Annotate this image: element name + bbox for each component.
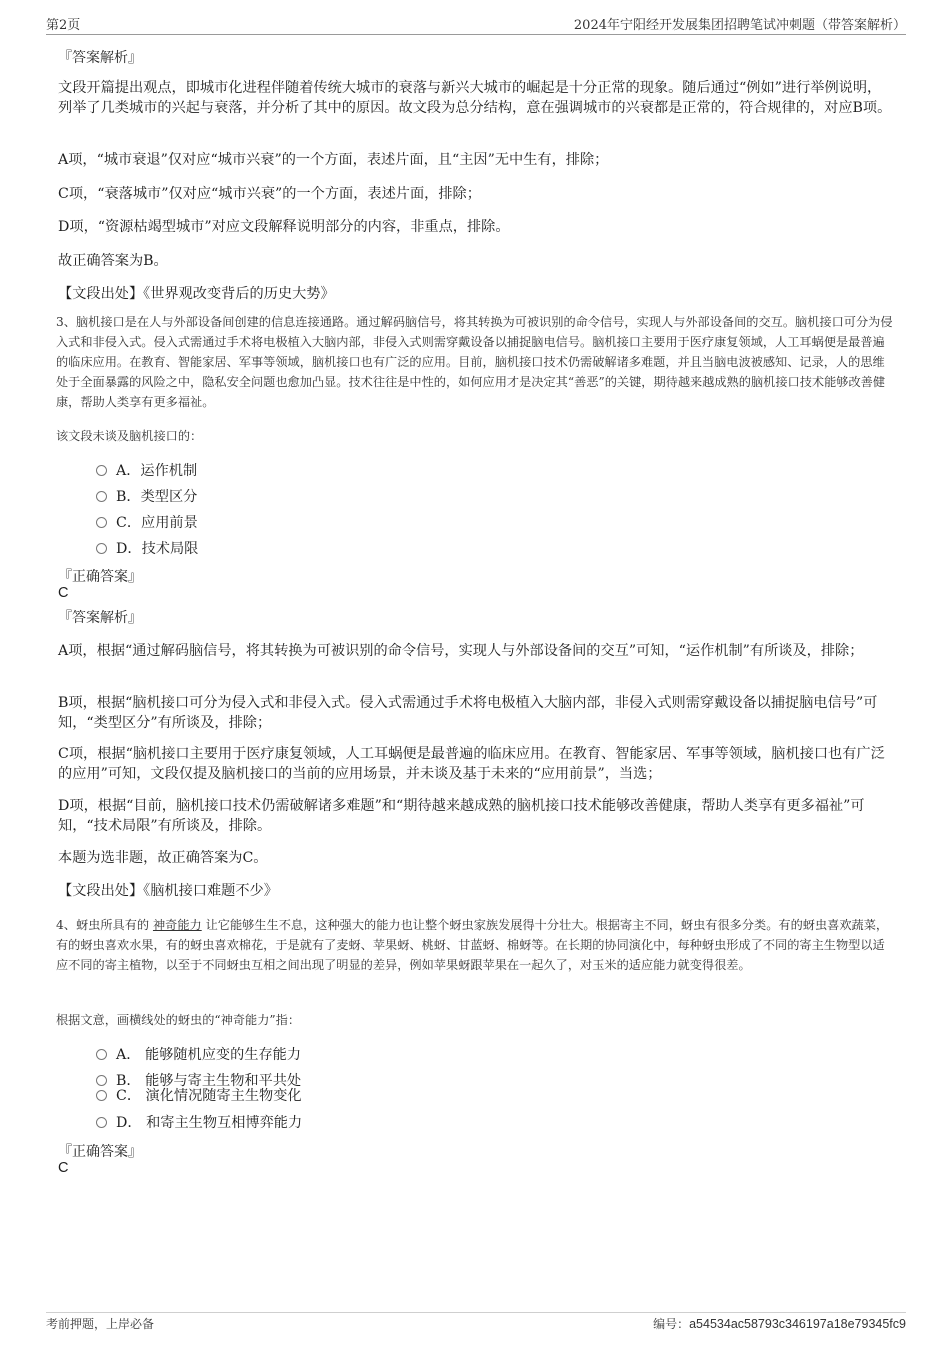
option-a-label: A．运作机制: [116, 463, 198, 479]
analysis-label: 『答案解析』: [58, 50, 142, 66]
analysis-option-a: A项，根据“通过解码脑信号，将其转换为可被识别的命令信号，实现人与外部设备间的交互”可知，“运作机制”有所谈及，排除；: [58, 643, 864, 659]
analysis-conclusion: 本题为选非题，故正确答案为C。: [58, 850, 268, 866]
analysis-option-c: C项，根据“脑机接口主要用于医疗康复领域，人工耳蜗便是最普遍的临床应用。在教育、智能家居、军事等领域，脑机接口也有广泛的应用”可知，文段仅提及脑机接口的当前的应用场景，并未谈及基于未来的“应用前景”，当选；: [58, 746, 885, 782]
analysis-option-d: D项，“资源枯竭型城市”对应文段解释说明部分的内容，非重点，排除。: [58, 219, 510, 235]
document-title: 2024年宁阳经开发展集团招聘笔试冲刺题（带答案解析）: [573, 18, 906, 33]
radio-icon[interactable]: [96, 491, 107, 502]
option-d-label: D．技术局限: [116, 541, 199, 557]
passage-source: 【文段出处】《世界观改变背后的历史大势》: [58, 286, 335, 302]
question-4-prompt: 根据文意，画横线处的蚜虫的“神奇能力”指：: [56, 1013, 301, 1027]
option-a[interactable]: [96, 1045, 301, 1065]
analysis-label: 『答案解析』: [58, 610, 142, 626]
underlined-phrase: 神奇能力: [152, 918, 202, 932]
radio-icon[interactable]: [96, 1049, 107, 1060]
page-header: [46, 14, 906, 35]
correct-answer: C: [58, 585, 69, 601]
analysis-paragraph: 文段开篇提出观点，即城市化进程伴随着传统大城市的衰落与新兴大城市的崛起是十分正常的现象。随后通过“例如”进行举例说明，列举了几类城市的兴起与衰落，并分析了其中的原因。故文段为总分结构，意在强调城市的兴衰都是正常的，符合规律的，对应B项。: [58, 80, 892, 116]
code-value: a54534ac58793c346197a18e79345fc9: [689, 1317, 906, 1331]
analysis-option-a: A项，“城市衰退”仅对应“城市兴衰”的一个方面，表述片面，且“主因”无中生有，排除；: [58, 152, 609, 168]
page-footer: [46, 1312, 906, 1335]
correct-answer: C: [58, 1160, 69, 1176]
question-4-stem: [56, 915, 894, 975]
analysis-option-b: B项，根据“脑机接口可分为侵入式和非侵入式。侵入式需通过手术将电极植入大脑内部，非侵入式则需穿戴设备以捕捉脑电信号”可知，“类型区分”有所谈及，排除；: [58, 695, 878, 731]
radio-icon[interactable]: [96, 517, 107, 528]
stem-prefix: 4、蚜虫所具有的: [56, 918, 153, 932]
option-c-label: C． 演化情况随寄主生物变化: [116, 1088, 302, 1104]
option-c-label: C．应用前景: [116, 515, 198, 531]
page-number: 第2页: [46, 18, 81, 33]
option-a-label: A． 能够随机应变的生存能力: [116, 1047, 302, 1063]
analysis-option-d: D项，根据“目前，脑机接口技术仍需破解诸多难题”和“期待越来越成熟的脑机接口技术能够改善健康，帮助人类享有更多福祉”可知，“技术局限”有所谈及，排除。: [58, 798, 865, 834]
option-a[interactable]: [96, 461, 197, 481]
analysis-option-c: C项，“衰落城市”仅对应“城市兴衰”的一个方面，表述片面，排除；: [58, 186, 481, 202]
correct-answer-label: 『正确答案』: [58, 569, 142, 585]
option-d[interactable]: [96, 539, 198, 559]
option-b[interactable]: [96, 487, 197, 507]
radio-icon[interactable]: [96, 1090, 107, 1101]
option-d-label: D． 和寄主生物互相博弈能力: [116, 1115, 303, 1131]
stem-rest: 让它能够生生不息，这种强大的能力也让整个蚜虫家族发展得十分壮大。根据寄主不同，蚜虫有很多分类。有的蚜虫喜欢蔬菜，有的蚜虫喜欢水果，有的蚜虫喜欢棉花，于是就有了麦蚜、苹果蚜、桃蚜、甘蓝蚜、棉蚜等。在长期的协同演化中，每种蚜虫形成了不同的寄主生物型以适应不同的寄主植物，以至于不同蚜虫互相之间出现了明显的差异，例如苹果蚜跟苹果在一起久了，对玉米的适应能力就变得很差。: [56, 918, 889, 972]
radio-icon[interactable]: [96, 1117, 107, 1128]
option-b-label: B． 能够与寄主生物和平共处: [116, 1073, 302, 1089]
document-code: [653, 1315, 906, 1332]
option-d[interactable]: [96, 1113, 302, 1133]
option-c[interactable]: [96, 513, 198, 533]
correct-answer-label: 『正确答案』: [58, 1144, 142, 1160]
passage-source: 【文段出处】《脑机接口难题不少》: [58, 883, 278, 899]
footer-slogan: 考前押题，上岸必备: [46, 1317, 155, 1331]
question-3-stem: 3、脑机接口是在人与外部设备间创建的信息连接通路。通过解码脑信号，将其转换为可被识别的命令信号，实现人与外部设备间的交互。脑机接口可分为侵入式和非侵入式。侵入式需通过手术将电极植入大脑内部，非侵入式则需穿戴设备以捕捉脑电信号。脑机接口主要用于医疗康复领域，人工耳蜗便是最普遍的临床应用。在教育、智能家居、军事等领域，脑机接口也有广泛的应用。目前，脑机接口技术仍需破解诸多难题，并且当脑电波被感知、记录，人的思维处于全面暴露的风险之中，隐私安全问题也愈加凸显。技术往往是中性的，如何应用才是决定其“善恶”的关键，期待越来越成熟的脑机接口技术能够改善健康，帮助人类享有更多福祉。: [56, 315, 893, 409]
option-b-label: B．类型区分: [116, 489, 198, 505]
question-3-prompt: 该文段未谈及脑机接口的：: [56, 429, 203, 443]
analysis-conclusion: 故正确答案为B。: [58, 253, 168, 269]
code-label: 编号：: [653, 1317, 690, 1331]
radio-icon[interactable]: [96, 1075, 107, 1086]
radio-icon[interactable]: [96, 465, 107, 476]
radio-icon[interactable]: [96, 543, 107, 554]
option-c[interactable]: [96, 1086, 302, 1106]
